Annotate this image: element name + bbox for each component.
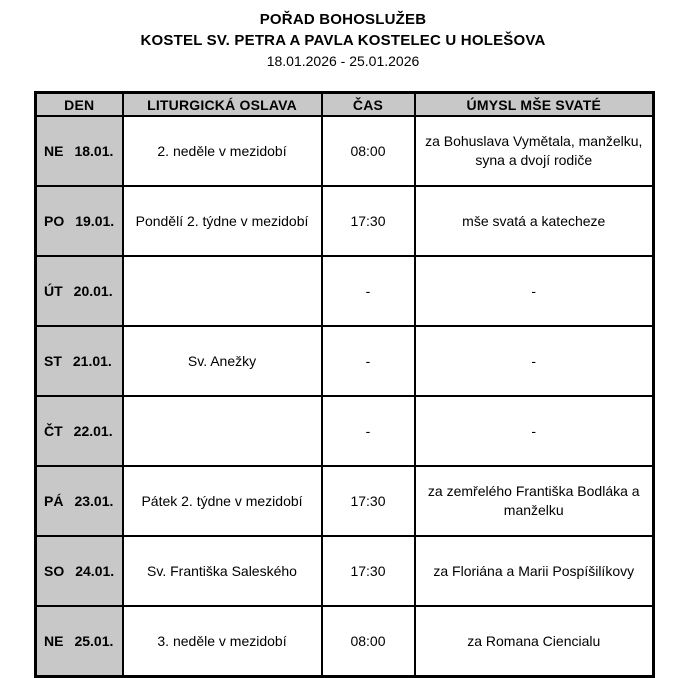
column-header-cas: ČAS <box>322 93 415 117</box>
date-label: 21.01. <box>72 352 112 369</box>
date-label: 25.01. <box>74 632 114 649</box>
day-label: PÁ <box>44 492 64 509</box>
day-cell <box>36 606 123 677</box>
table-row <box>36 396 654 466</box>
time-cell: - <box>322 256 415 326</box>
time-cell: 08:00 <box>322 116 415 186</box>
celebration-cell: Sv. Františka Saleského <box>123 536 322 606</box>
date-label: 18.01. <box>74 142 114 159</box>
document-header <box>0 0 686 71</box>
day-label: NE <box>44 632 64 649</box>
page-title: POŘAD BOHOSLUŽEB <box>259 11 427 28</box>
day-cell <box>36 536 123 606</box>
date-label: 22.01. <box>73 422 113 439</box>
celebration-cell <box>123 396 322 466</box>
date-label: 24.01. <box>75 562 115 579</box>
day-cell <box>36 186 123 256</box>
time-cell: - <box>322 396 415 466</box>
celebration-cell: Sv. Anežky <box>123 326 322 396</box>
day-cell <box>36 396 123 466</box>
table-row <box>36 536 654 606</box>
intention-cell: za Floriána a Marii Pospíšilíkovy <box>415 536 654 606</box>
day-label: SO <box>44 562 65 579</box>
intention-cell: za Bohuslava Vymětala, manželku, syna a dvojí rodiče <box>415 116 654 186</box>
celebration-cell: Pondělí 2. týdne v mezidobí <box>123 186 322 256</box>
day-cell <box>36 326 123 396</box>
table-row <box>36 326 654 396</box>
day-label: ÚT <box>44 282 63 299</box>
day-cell <box>36 256 123 326</box>
schedule-body <box>36 116 654 677</box>
day-label: PO <box>44 212 65 229</box>
table-row <box>36 186 654 256</box>
column-header-umysl-mse-svate: ÚMYSL MŠE SVATÉ <box>415 93 654 117</box>
table-row <box>36 466 654 536</box>
intention-cell: za Romana Ciencialu <box>415 606 654 677</box>
day-label: ČT <box>44 422 63 439</box>
date-label: 20.01. <box>73 282 113 299</box>
celebration-cell: 3. neděle v mezidobí <box>123 606 322 677</box>
column-header-liturgicka-oslava: LITURGICKÁ OSLAVA <box>123 93 322 117</box>
date-range: 18.01.2026 - 25.01.2026 <box>266 53 420 69</box>
day-cell <box>36 116 123 186</box>
date-label: 23.01. <box>74 492 114 509</box>
intention-cell: - <box>415 256 654 326</box>
time-cell: 17:30 <box>322 466 415 536</box>
time-cell: 17:30 <box>322 186 415 256</box>
column-header-den: DEN <box>36 93 123 117</box>
time-cell: 08:00 <box>322 606 415 677</box>
table-row <box>36 256 654 326</box>
celebration-cell: Pátek 2. týdne v mezidobí <box>123 466 322 536</box>
intention-cell: mše svatá a katecheze <box>415 186 654 256</box>
celebration-cell <box>123 256 322 326</box>
date-label: 19.01. <box>75 212 115 229</box>
table-row <box>36 606 654 677</box>
church-name: KOSTEL SV. PETRA A PAVLA KOSTELEC U HOLEŠOVA <box>140 32 546 49</box>
table-row <box>36 116 654 186</box>
day-label: ST <box>44 352 62 369</box>
intention-cell: - <box>415 396 654 466</box>
intention-cell: za zemřelého Františka Bodláka a manželku <box>415 466 654 536</box>
day-cell <box>36 466 123 536</box>
day-label: NE <box>44 142 64 159</box>
intention-cell: - <box>415 326 654 396</box>
time-cell: - <box>322 326 415 396</box>
celebration-cell: 2. neděle v mezidobí <box>123 116 322 186</box>
time-cell: 17:30 <box>322 536 415 606</box>
schedule-table <box>34 91 655 678</box>
table-header-row <box>36 93 654 117</box>
